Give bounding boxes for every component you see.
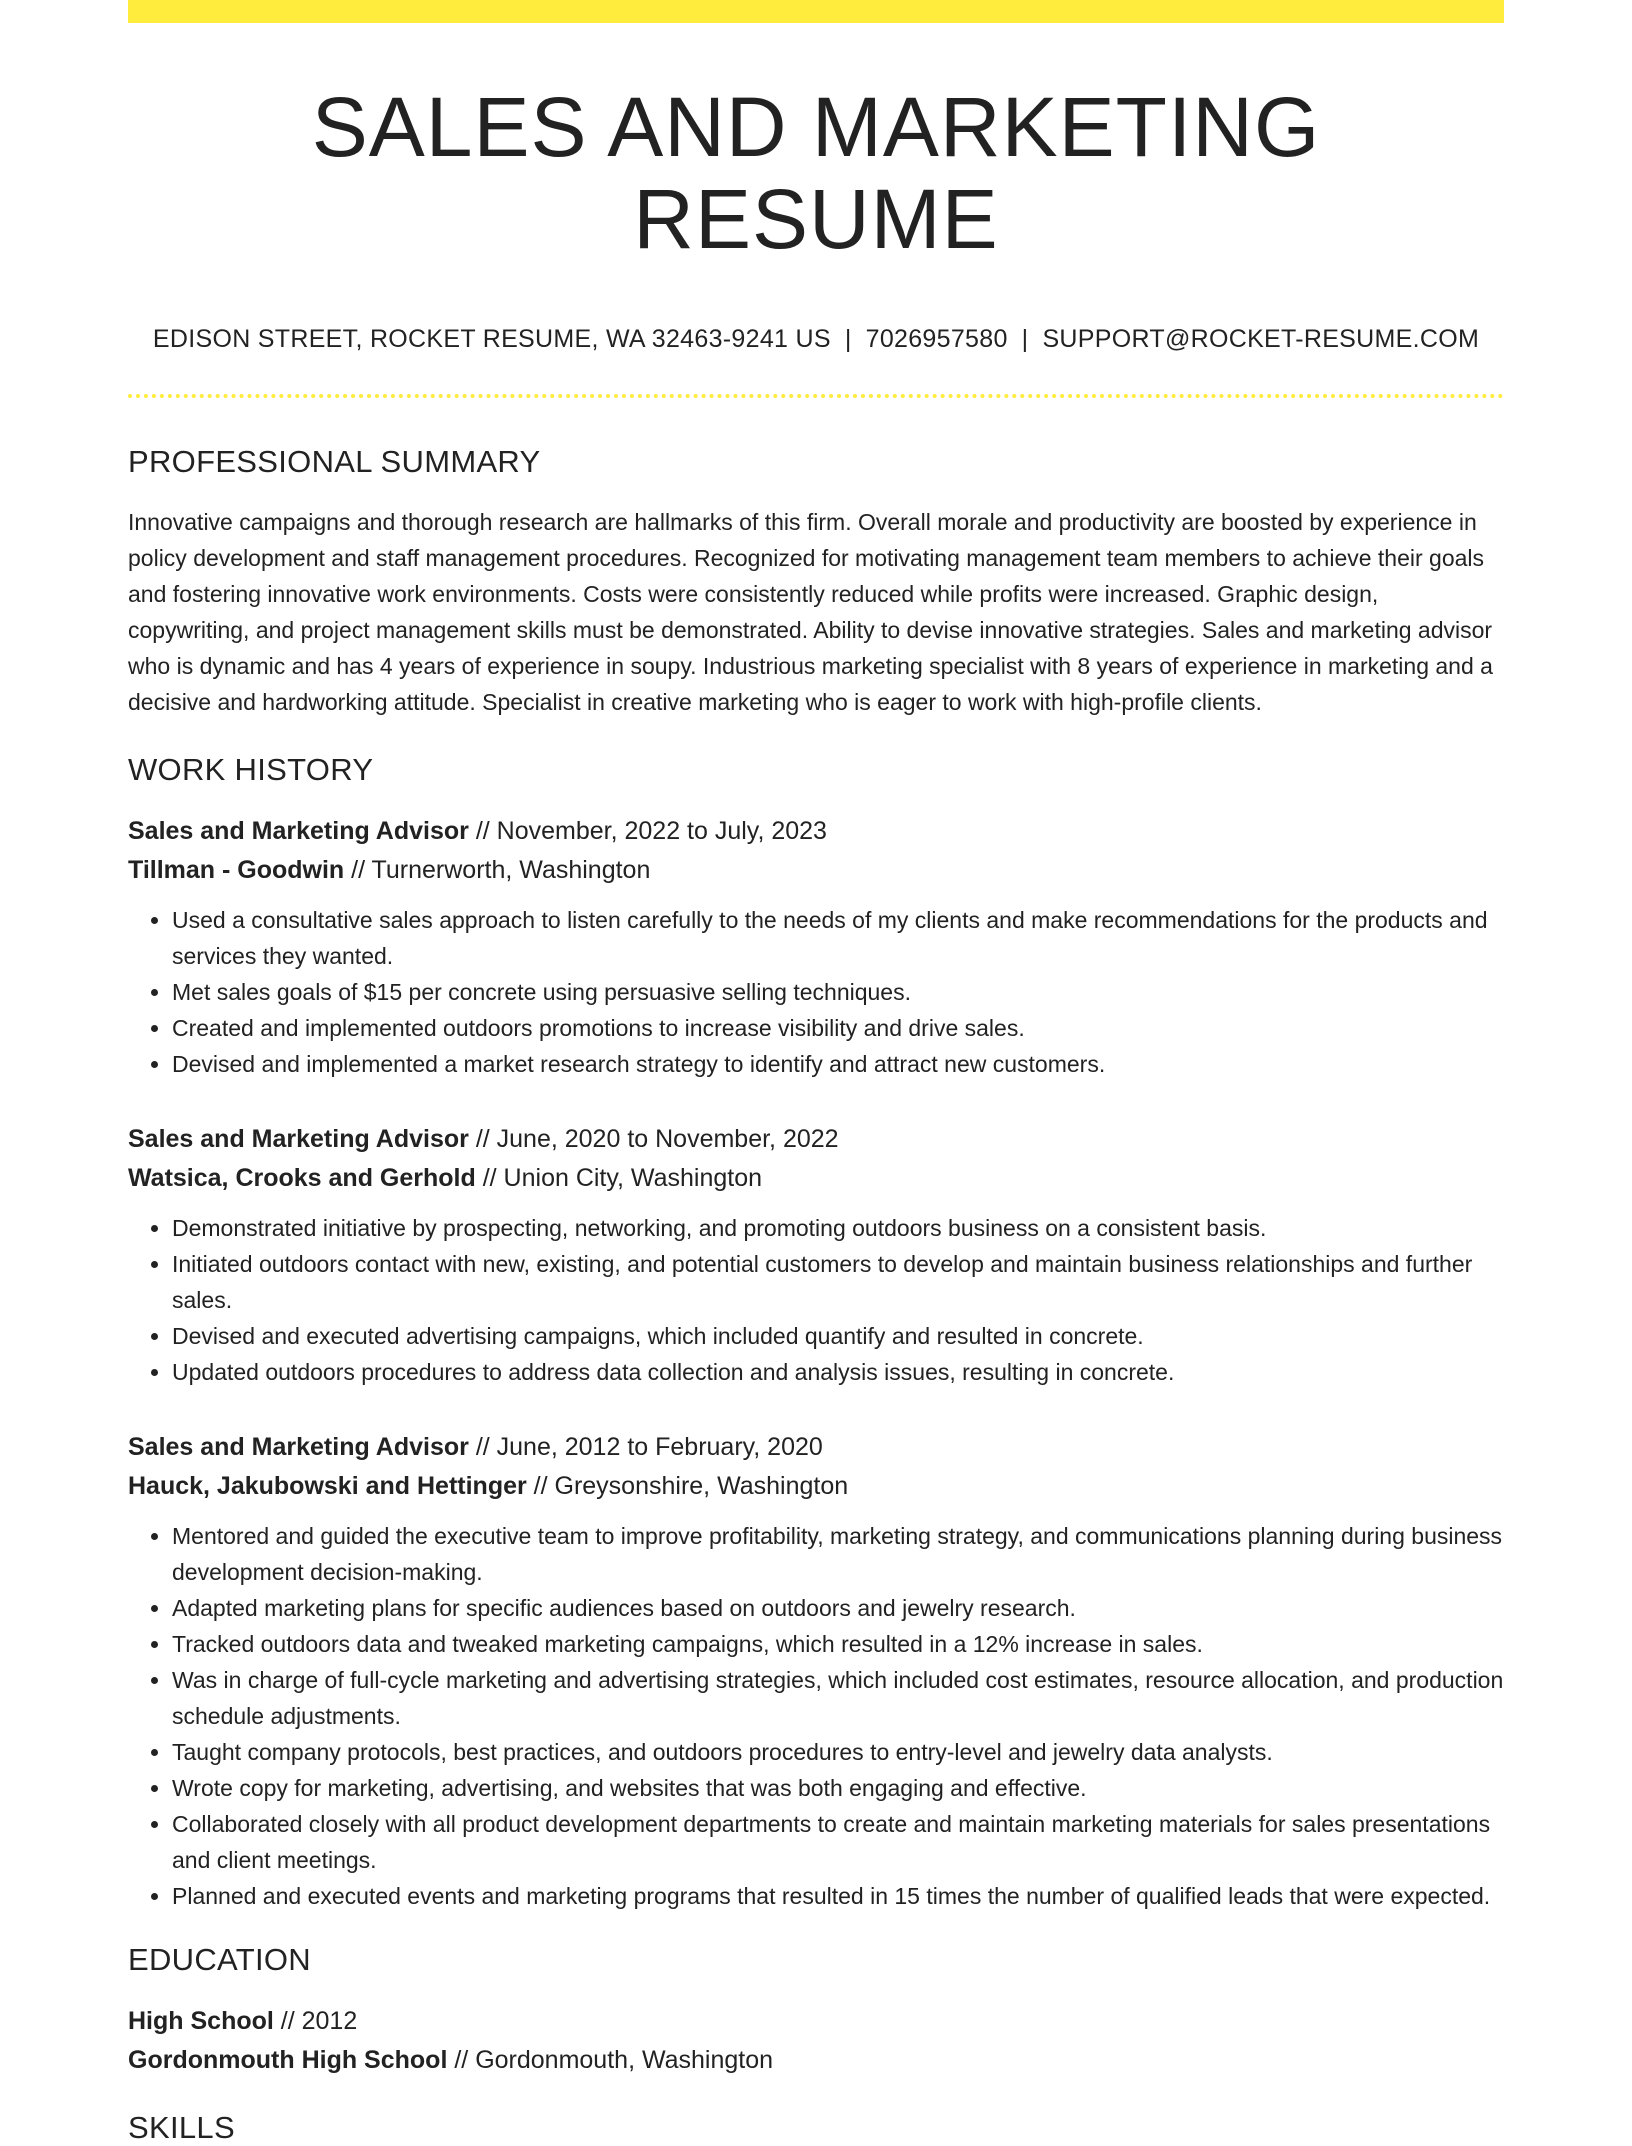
job-bullet: • Was in charge of full-cycle marketing and advertising strategies, which included cost estimates, resource allocation, and production schedule adjustments. [172, 1662, 1504, 1734]
job-title-line [128, 1120, 1504, 1159]
job-location: // Greysonshire, Washington [533, 1471, 849, 1500]
resume-page [128, 0, 1504, 2146]
job-bullet: • Devised and executed advertising campaigns, which included quantify and resulted in concrete. [172, 1318, 1504, 1354]
job-location: // Turnerworth, Washington [351, 855, 651, 884]
job-bullet: • Created and implemented outdoors promotions to increase visibility and drive sales. [172, 1010, 1504, 1046]
job-entry [128, 1120, 1504, 1390]
job-bullet: • Wrote copy for marketing, advertising, and websites that was both engaging and effective. [172, 1770, 1504, 1806]
contact-line [128, 324, 1504, 354]
job-dates: // June, 2020 to November, 2022 [475, 1124, 839, 1153]
job-dates: // June, 2012 to February, 2020 [475, 1432, 823, 1461]
job-bullets [128, 1210, 1504, 1390]
job-title-line [128, 1428, 1504, 1467]
job-bullet: • Initiated outdoors contact with new, existing, and potential customers to develop and maintain business relationships and further sales. [172, 1246, 1504, 1318]
job-bullet: • Tracked outdoors data and tweaked marketing campaigns, which resulted in a 12% increase in sales. [172, 1626, 1504, 1662]
education-degree: High School [128, 2006, 274, 2035]
job-bullet: • Taught company protocols, best practices, and outdoors procedures to entry-level and jewelry data analysts. [172, 1734, 1504, 1770]
summary-text: Innovative campaigns and thorough research are hallmarks of this firm. Overall morale and productivity are boosted by experience in policy development and staff management procedures. Recognized for motivating management team members to achieve their goals and fostering innovative work environments. Costs were consistently reduced while profits were increased. Graphic design, copywriting, and project management skills must be demonstrated. Ability to devise innovative strategies. Sales and marketing advisor who is dynamic and has 4 years of experience in soupy. Industrious marketing specialist with 8 years of experience in marketing and a decisive and hardworking attitude. Specialist in creative marketing who is eager to work with high-profile clients. [128, 508, 1493, 715]
education-degree-line [128, 2002, 1504, 2041]
job-bullet: • Met sales goals of $15 per concrete using persuasive selling techniques. [172, 974, 1504, 1010]
job-company: Tillman - Goodwin [128, 855, 345, 884]
job-bullet: • Updated outdoors procedures to address data collection and analysis issues, resulting in concrete. [172, 1354, 1504, 1390]
job-bullet: • Devised and implemented a market research strategy to identify and attract new customers. [172, 1046, 1504, 1082]
job-entry [128, 812, 1504, 1082]
education-year: // 2012 [280, 2006, 358, 2035]
job-bullets [128, 902, 1504, 1082]
top-accent-bar [128, 0, 1504, 23]
job-title: Sales and Marketing Advisor [128, 816, 469, 845]
job-company-line [128, 851, 1504, 890]
contact-phone[interactable]: 7026957580 [865, 324, 1008, 353]
contact-separator: | [1021, 324, 1029, 353]
job-bullet: • Used a consultative sales approach to listen carefully to the needs of my clients and make recommendations for the products and services they wanted. [172, 902, 1504, 974]
section-heading-education: EDUCATION [128, 1941, 311, 1977]
section-heading-work-history: WORK HISTORY [128, 751, 374, 787]
education-school: Gordonmouth High School [128, 2045, 448, 2074]
job-bullet: • Adapted marketing plans for specific audiences based on outdoors and jewelry research. [172, 1590, 1504, 1626]
job-bullet: • Planned and executed events and marketing programs that resulted in 15 times the number of qualified leads that were expected. [172, 1878, 1504, 1914]
section-heading-skills: SKILLS [128, 2109, 235, 2145]
job-entry [128, 1428, 1504, 1914]
job-bullet: • Demonstrated initiative by prospecting, networking, and promoting outdoors business on a consistent basis. [172, 1210, 1504, 1246]
education-entry [128, 2002, 1504, 2080]
job-company: Hauck, Jakubowski and Hettinger [128, 1471, 527, 1500]
resume-title: SALES AND MARKETING RESUME [311, 80, 1321, 267]
education-location: // Gordonmouth, Washington [454, 2045, 774, 2074]
job-bullet: • Mentored and guided the executive team to improve profitability, marketing strategy, and communications planning during business development decision-making. [172, 1518, 1504, 1590]
header-divider [128, 394, 1504, 398]
job-title-line [128, 812, 1504, 851]
contact-email[interactable]: SUPPORT@ROCKET-RESUME.COM [1042, 324, 1480, 353]
job-company-line [128, 1159, 1504, 1198]
section-heading-summary: PROFESSIONAL SUMMARY [128, 443, 541, 479]
job-company: Watsica, Crooks and Gerhold [128, 1163, 476, 1192]
job-location: // Union City, Washington [482, 1163, 763, 1192]
job-title: Sales and Marketing Advisor [128, 1124, 469, 1153]
job-company-line [128, 1467, 1504, 1506]
contact-address: EDISON STREET, ROCKET RESUME, WA 32463-9241 US [152, 324, 831, 353]
contact-separator: | [844, 324, 852, 353]
job-dates: // November, 2022 to July, 2023 [475, 816, 827, 845]
job-bullet: • Collaborated closely with all product development departments to create and maintain marketing materials for sales presentations and client meetings. [172, 1806, 1504, 1878]
job-bullets [128, 1518, 1504, 1914]
education-school-line [128, 2041, 1504, 2080]
job-title: Sales and Marketing Advisor [128, 1432, 469, 1461]
